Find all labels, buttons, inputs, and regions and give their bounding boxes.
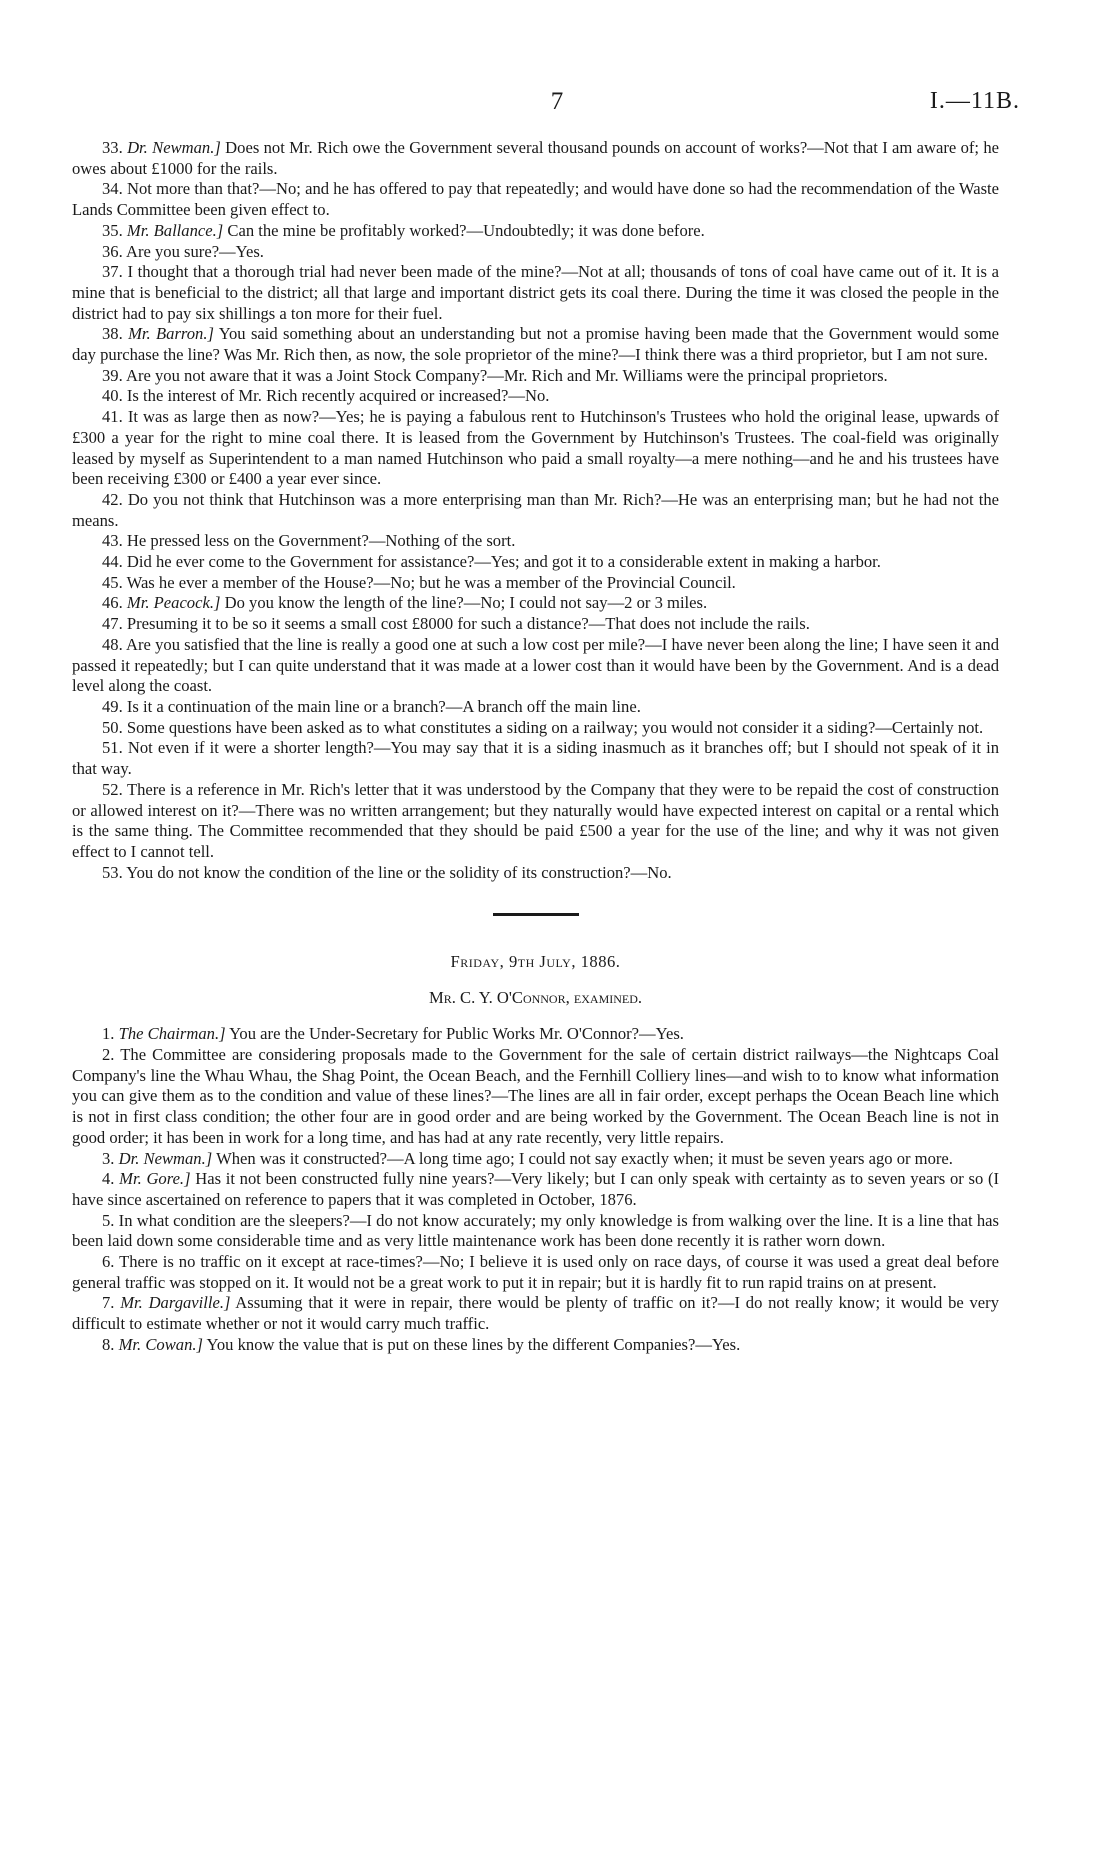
question-text: Are you not aware that it was a Joint Stock Company?—Mr. Rich and Mr. Williams were the principal proprietors. [125, 365, 888, 385]
question-text: He pressed less on the Government?—Nothing of the sort. [126, 531, 516, 551]
question-paragraph [72, 490, 999, 531]
question-paragraph [72, 366, 999, 387]
question-text: There is no traffic on it except at race-times?—No; I believe it is used only on race days, of course it was used a great deal before general traffic was stopped on it. It would not be a great work to put it in repair; but it is hardly fit to run rapid trains on at present. [72, 1252, 999, 1292]
question-text: It was as large then as now?—Yes; he is paying a fabulous rent to Hutchinson's Trustees who hold the original lease, upwards of £300 a year for the right to mine coal there. It is leased from the Government by Hutchinson's Trustees. The coal-field was originally leased by myself as Superintendent to a man named Hutchinson who paid a small royalty—a mere nothing—and he and his trustees have been receiving £300 or £400 a year ever since. [72, 407, 1000, 489]
question-number: 7. [102, 1293, 115, 1313]
question-number: 34. [102, 179, 123, 199]
question-text: You know the value that is put on these lines by the different Companies?—Yes. [206, 1334, 741, 1354]
question-paragraph [72, 1211, 999, 1252]
question-number: 48. [102, 634, 123, 654]
question-number: 53. [102, 862, 123, 882]
speaker-name: The Chairman.] [118, 1024, 226, 1044]
question-number: 5. [102, 1210, 115, 1230]
question-number: 44. [102, 552, 123, 572]
question-paragraph [72, 738, 999, 779]
question-text: Has it not been constructed fully nine years?—Very likely; but I can only speak with certainty as to seven years or so (I have since ascertained on reference to papers that it was completed in October, 1876. [72, 1169, 999, 1209]
page-header [0, 88, 1114, 118]
question-number: 1. [102, 1024, 115, 1044]
question-number: 37. [102, 262, 123, 282]
question-text: Assuming that it were in repair, there would be plenty of traffic on it?—I do not really know; it would be very difficult to estimate whether or not it would carry much traffic. [72, 1293, 999, 1334]
question-number: 33. [102, 138, 123, 157]
question-paragraph [72, 242, 999, 263]
question-number: 51. [102, 738, 123, 758]
question-number: 42. [102, 489, 123, 509]
question-paragraph [72, 179, 999, 220]
question-text: Did he ever come to the Government for assistance?—Yes; and got it to a considerable extent in making a harbor. [126, 552, 881, 572]
question-number: 40. [102, 386, 123, 406]
question-paragraph [72, 1149, 999, 1170]
question-text: You are the Under-Secretary for Public Works Mr. O'Connor?—Yes. [229, 1024, 684, 1044]
question-number: 52. [102, 779, 123, 799]
question-paragraph [72, 593, 999, 614]
question-paragraph [72, 718, 999, 739]
speaker-name: Dr. Newman.] [118, 1148, 213, 1168]
question-paragraph [72, 697, 999, 718]
questions-section-a [72, 138, 999, 883]
question-text: Does not Mr. Rich owe the Government several thousand pounds on account of works?—Not that I am aware of; he owes about £1000 for the rails. [72, 138, 999, 178]
question-paragraph [72, 386, 999, 407]
question-text: Is it a continuation of the main line or a branch?—A branch off the main line. [126, 696, 641, 716]
speaker-name: Mr. Ballance.] [126, 220, 224, 240]
question-paragraph [72, 531, 999, 552]
document-body [72, 138, 999, 1356]
question-text: There is a reference in Mr. Rich's letter that it was understood by the Company that they were to be repaid the cost of construction or allowed interest on it?—There was no written arrangement; but they naturally would have expected interest on capital or a rental which is the same thing. The Committee recommended that they should be paid £500 a year for the use of the line; and why it was not given effect to I cannot tell. [72, 779, 999, 861]
document-reference: I.—11B. [929, 88, 1020, 114]
question-paragraph [72, 552, 999, 573]
question-text: Is the interest of Mr. Rich recently acquired or increased?—No. [126, 386, 550, 406]
question-text: Some questions have been asked as to what constitutes a siding on a railway; you would not consider it a siding?—Certainly not. [126, 717, 984, 737]
questions-section-b [72, 1024, 999, 1355]
question-paragraph [72, 1024, 999, 1045]
speaker-name: Mr. Barron.] [128, 324, 214, 344]
question-text: Not even if it were a shorter length?—You may say that it is a siding inasmuch as it branches off; but I should not speak of it in that way. [72, 738, 999, 779]
speaker-name: Mr. Peacock.] [126, 593, 221, 613]
question-text: The Committee are considering proposals made to the Government for the sale of certain district railways—the Nightcaps Coal Company's line the Whau Whau, the Shag Point, the Ocean Beach, and the Fernhill Colliery lines—and wish to to know what information you can give them as to the condition and value of these lines?—The lines are all in fair order, except perhaps the Ocean Beach line which is not in first class condition; the other four are in good order and are being worked by the Government. The Ocean Beach line is not in good order; it has been in work for a long time, and has had at any rate recently, very little repairs. [72, 1045, 999, 1147]
question-text: Not more than that?—No; and he has offered to pay that repeatedly; and would have done so had the recommendation of the Waste Lands Committee been given effect to. [72, 179, 999, 220]
speaker-name: Mr. Cowan.] [118, 1334, 203, 1354]
question-number: 41. [102, 407, 123, 427]
question-paragraph [72, 780, 999, 863]
question-number: 50. [102, 717, 123, 737]
question-number: 47. [102, 614, 123, 634]
question-paragraph [72, 573, 999, 594]
question-number: 35. [102, 220, 123, 240]
question-paragraph [72, 635, 999, 697]
question-paragraph [72, 1252, 999, 1293]
question-text: Do you not think that Hutchinson was a more enterprising man than Mr. Rich?—He was an enterprising man; but he had not the means. [72, 489, 999, 530]
date-heading: Friday, 9th July, 1886. [450, 952, 621, 972]
page-number: 7 [550, 88, 564, 115]
question-text: Presuming it to be so it seems a small cost £8000 for such a distance?—That does not include the rails. [126, 614, 810, 634]
question-number: 45. [102, 572, 123, 592]
question-paragraph [72, 407, 999, 490]
question-text: Are you satisfied that the line is really a good one at such a low cost per mile?—I have never been along the line; I have seen it and passed it repeatedly; but I can quite understand that it was made at a lower cost than it would have been by the Government. And is a dead level along the coast. [72, 634, 1000, 696]
question-text: In what condition are the sleepers?—I do not know accurately; my only knowledge is from walking over the line. It is a line that has been laid down some considerable time and as very little maintenance work has been done recently it is rather worn down. [72, 1210, 999, 1251]
question-text: You said something about an understanding but not a promise having been made that the Government would some day purchase the line? Was Mr. Rich then, as now, the sole proprietor of the mine?—I think there was a third proprietor, but I am not sure. [72, 324, 999, 365]
speaker-name: Dr. Newman.] [127, 138, 221, 157]
question-paragraph [72, 1293, 999, 1334]
question-paragraph [72, 1169, 999, 1210]
question-paragraph [72, 262, 999, 324]
witness-heading: Mr. C. Y. O'Connor, examined. [428, 988, 643, 1008]
section-separator [493, 913, 579, 916]
question-number: 49. [102, 696, 123, 716]
question-number: 3. [102, 1148, 115, 1168]
question-paragraph [72, 221, 999, 242]
question-text: Do you know the length of the line?—No; I could not say—2 or 3 miles. [224, 593, 708, 613]
question-text: Was he ever a member of the House?—No; but he was a member of the Provincial Council. [126, 572, 736, 592]
question-number: 46. [102, 593, 123, 613]
question-text: Are you sure?—Yes. [125, 241, 264, 261]
speaker-name: Mr. Dargaville.] [120, 1293, 231, 1313]
question-number: 43. [102, 531, 123, 551]
question-number: 4. [102, 1169, 115, 1189]
question-paragraph [72, 1045, 999, 1149]
question-paragraph [72, 614, 999, 635]
question-number: 6. [102, 1252, 115, 1272]
question-text: I thought that a thorough trial had never been made of the mine?—Not at all; thousands of tons of coal have came out of it. It is a mine that is beneficial to the district; all that large and important district gets its coal there. During the time it was closed the people in the district had to pay six shillings a ton more for their fuel. [72, 262, 999, 323]
question-text: When was it constructed?—A long time ago; I could not say exactly when; it must be seven years ago or more. [216, 1148, 953, 1168]
question-text: Can the mine be profitably worked?—Undoubtedly; it was done before. [227, 220, 705, 240]
speaker-name: Mr. Gore.] [119, 1169, 191, 1189]
question-text: You do not know the condition of the line or the solidity of its construction?—No. [126, 862, 672, 882]
question-paragraph [72, 1335, 999, 1356]
question-paragraph [72, 138, 999, 179]
question-paragraph [72, 863, 999, 884]
question-number: 38. [102, 324, 123, 344]
question-number: 36. [102, 241, 123, 261]
question-number: 8. [102, 1334, 115, 1354]
question-number: 2. [102, 1045, 115, 1065]
question-number: 39. [102, 365, 123, 385]
question-paragraph [72, 324, 999, 365]
